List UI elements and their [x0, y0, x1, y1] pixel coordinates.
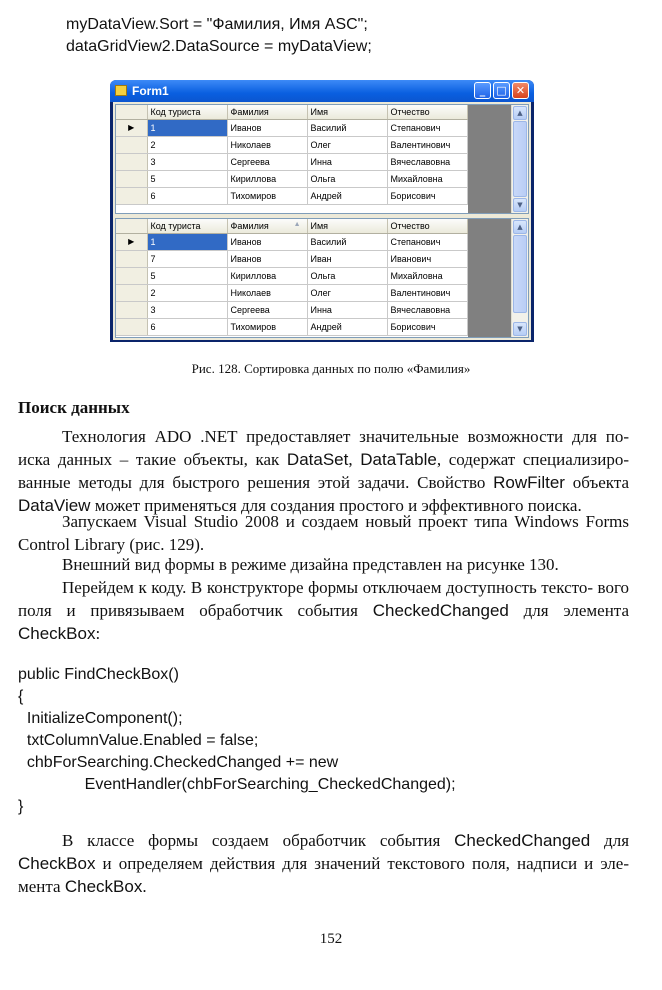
- p4-term-checkbox: CheckBox: [18, 624, 96, 643]
- data-grid-view-2[interactable]: [115, 218, 529, 338]
- p1-term-dataview: DataView: [18, 496, 91, 515]
- code-line-1: public FindCheckBox(): [18, 666, 179, 683]
- table-row[interactable]: [116, 119, 467, 136]
- grid1-cell-middlename[interactable]: Михайловна: [387, 170, 467, 187]
- table-row[interactable]: [116, 136, 467, 153]
- grid2-cell-lastname[interactable]: Сергеева: [227, 301, 307, 318]
- grid1-scroll-down-icon[interactable]: ▼: [513, 198, 527, 212]
- grid2-cell-lastname[interactable]: Иванов: [227, 233, 307, 250]
- p1-text: объекта: [564, 473, 629, 492]
- table-row[interactable]: [116, 284, 467, 301]
- code-line-4: txtColumnValue.Enabled = false;: [18, 732, 259, 749]
- grid2-cell-id[interactable]: 5: [147, 267, 227, 284]
- grid2-cell-id[interactable]: 6: [147, 318, 227, 335]
- grid1-row-header[interactable]: [116, 136, 147, 153]
- grid2-row-header[interactable]: [116, 318, 147, 335]
- grid1-corner-header[interactable]: [116, 105, 147, 119]
- grid1-cell-firstname[interactable]: Андрей: [307, 187, 387, 204]
- grid2-scroll-thumb[interactable]: [513, 235, 527, 313]
- grid2-cell-firstname[interactable]: Инна: [307, 301, 387, 318]
- section-heading: Поиск данных: [18, 398, 130, 417]
- grid1-cell-middlename[interactable]: Вячеславовна: [387, 153, 467, 170]
- p1-text: иска данных – такие объекты, как: [18, 450, 287, 469]
- grid1-cell-firstname[interactable]: Василий: [307, 119, 387, 136]
- grid2-header-id[interactable]: Код туриста: [147, 219, 227, 233]
- grid2-cell-lastname[interactable]: Иванов: [227, 250, 307, 267]
- table-row[interactable]: [116, 267, 467, 284]
- grid2-cell-id[interactable]: 7: [147, 250, 227, 267]
- row-indicator-icon[interactable]: ▶: [116, 233, 147, 250]
- grid2-cell-middlename[interactable]: Михайловна: [387, 267, 467, 284]
- window-titlebar[interactable]: [110, 80, 534, 102]
- p5-text: мента: [18, 877, 65, 896]
- grid2-cell-firstname[interactable]: Ольга: [307, 267, 387, 284]
- p1-text: ванные методы для быстрого решения этой задачи. Свойство: [18, 473, 494, 492]
- grid2-row-header[interactable]: [116, 284, 147, 301]
- p5-term-checkedchanged: CheckedChanged: [454, 831, 591, 850]
- grid1-header-firstname[interactable]: Имя: [307, 105, 387, 119]
- grid2-cell-middlename[interactable]: Вячеславовна: [387, 301, 467, 318]
- grid1-cell-lastname[interactable]: Тихомиров: [227, 187, 307, 204]
- sort-ascending-icon: ▲: [293, 221, 301, 228]
- grid1-row-header[interactable]: [116, 170, 147, 187]
- code-line-3: InitializeComponent();: [18, 710, 183, 727]
- grid1-header-lastname[interactable]: Фамилия: [227, 105, 307, 119]
- p4-text: :: [95, 624, 101, 643]
- table-row[interactable]: [116, 187, 467, 204]
- grid2-vertical-scrollbar[interactable]: [511, 219, 528, 337]
- p4-text: Перейдем к коду. В конструкторе формы отключаем доступность тексто-: [62, 578, 593, 597]
- grid1-header-middlename[interactable]: Отчество: [387, 105, 467, 119]
- p4-text: для элемента: [508, 601, 629, 620]
- p5-text: для: [590, 831, 630, 850]
- p5-text: и определяем действия для значений текстового поля, надписи и эле-: [95, 854, 629, 873]
- table-row[interactable]: [116, 301, 467, 318]
- p5-term-checkbox-2: CheckBox: [64, 877, 143, 896]
- grid2-empty-area: [468, 219, 512, 337]
- figure-caption: Рис. 128. Сортировка данных по полю «Фамилия»: [191, 361, 471, 376]
- grid1-cell-firstname[interactable]: Инна: [307, 153, 387, 170]
- p1-term-dataset: DataSet: [286, 450, 349, 469]
- grid2-row-header[interactable]: [116, 301, 147, 318]
- row-indicator-icon[interactable]: ▶: [116, 119, 147, 136]
- grid2-header-firstname[interactable]: Имя: [307, 219, 387, 233]
- maximize-button[interactable]: □: [493, 82, 510, 99]
- grid1-scroll-thumb[interactable]: [513, 121, 527, 197]
- grid2-header-lastname[interactable]: [227, 219, 307, 233]
- grid2-scroll-up-icon[interactable]: ▲: [513, 220, 527, 234]
- code-line-6: EventHandler(chbForSearching_CheckedChanged);: [18, 776, 456, 793]
- grid1-cell-lastname[interactable]: Сергеева: [227, 153, 307, 170]
- code-line-5: chbForSearching.CheckedChanged += new: [18, 754, 339, 771]
- grid1-cell-lastname[interactable]: Кириллова: [227, 170, 307, 187]
- grid1-cell-middlename[interactable]: Борисович: [387, 187, 467, 204]
- grid2-header-lastname-label: Фамилия: [230, 220, 269, 231]
- grid1-header-id[interactable]: Код туриста: [147, 105, 227, 119]
- form-icon: [115, 85, 127, 96]
- p5-text: .: [142, 877, 147, 896]
- paragraph-1: [18, 425, 629, 517]
- grid1-cell-id[interactable]: 6: [147, 187, 227, 204]
- grid1-cell-firstname[interactable]: Ольга: [307, 170, 387, 187]
- p5-term-checkbox: CheckBox: [18, 854, 96, 873]
- grid1-row-header[interactable]: [116, 187, 147, 204]
- table-row[interactable]: [116, 153, 467, 170]
- code-line-2: {: [18, 688, 24, 705]
- p5-text: В классе формы создаем обработчик события: [62, 831, 455, 850]
- p1-text: ,: [348, 450, 361, 469]
- grid2-cell-middlename[interactable]: Валентинович: [387, 284, 467, 301]
- grid2-cell-firstname[interactable]: Иван: [307, 250, 387, 267]
- grid1-row-header[interactable]: [116, 153, 147, 170]
- grid2-cell-firstname[interactable]: Василий: [307, 233, 387, 250]
- data-grid-view-1[interactable]: [115, 104, 529, 214]
- p1-term-rowfilter: RowFilter: [493, 473, 565, 492]
- grid2-cell-middlename[interactable]: Борисович: [387, 318, 467, 335]
- code-line-7: }: [18, 798, 24, 815]
- p4-text: вого поля и привязываем обработчик события: [18, 578, 630, 620]
- p4-term-checkedchanged: CheckedChanged: [372, 601, 509, 620]
- paragraph-4: [18, 576, 629, 645]
- grid2-cell-middlename[interactable]: Степанович: [387, 233, 467, 250]
- grid2-scroll-down-icon[interactable]: ▼: [513, 322, 527, 336]
- grid1-scroll-up-icon[interactable]: ▲: [513, 106, 527, 120]
- window-client-area: [113, 102, 531, 340]
- p1-text: Технология ADO .NET предоставляет значительные возможности для по-: [62, 427, 629, 446]
- p1-term-datatable: DataTable: [360, 450, 437, 469]
- grid2-cell-lastname[interactable]: Кириллова: [227, 267, 307, 284]
- grid2-cell-middlename[interactable]: Иванович: [387, 250, 467, 267]
- grid2-cell-id[interactable]: 1: [147, 233, 227, 250]
- grid1-cell-id[interactable]: 5: [147, 170, 227, 187]
- grid2-cell-firstname[interactable]: Олег: [307, 284, 387, 301]
- grid1-cell-id[interactable]: 3: [147, 153, 227, 170]
- grid1-vertical-scrollbar[interactable]: [511, 105, 528, 213]
- grid1-cell-middlename[interactable]: Степанович: [387, 119, 467, 136]
- table-row[interactable]: [116, 233, 467, 250]
- grid1-cell-middlename[interactable]: Валентинович: [387, 136, 467, 153]
- grid2-cell-id[interactable]: 2: [147, 284, 227, 301]
- page-number: 152: [319, 931, 343, 947]
- paragraph-5: [18, 829, 629, 898]
- grid1-cell-lastname[interactable]: Николаев: [227, 136, 307, 153]
- grid2-corner-header[interactable]: [116, 219, 147, 233]
- window-title: Form1: [132, 84, 169, 98]
- grid2-header-middlename[interactable]: Отчество: [387, 219, 467, 233]
- top-code-line-2: dataGridView2.DataSource = myDataView;: [66, 38, 372, 55]
- grid2-row-header[interactable]: [116, 267, 147, 284]
- p1-text: может применяться для создания простого и эффективного поиска.: [90, 496, 582, 515]
- table-row[interactable]: [116, 318, 467, 335]
- grid1-cell-id[interactable]: 2: [147, 136, 227, 153]
- grid2-row-header[interactable]: [116, 250, 147, 267]
- grid2-cell-lastname[interactable]: Николаев: [227, 284, 307, 301]
- grid2-cell-lastname[interactable]: Тихомиров: [227, 318, 307, 335]
- close-button[interactable]: ✕: [512, 82, 529, 99]
- grid1-empty-area: [468, 105, 512, 213]
- form1-window: [110, 80, 534, 342]
- grid1-cell-id[interactable]: 1: [147, 119, 227, 136]
- p1-text: , содержат специализиро-: [436, 450, 630, 469]
- minimize-button[interactable]: _: [474, 82, 491, 99]
- paragraph-3: Внешний вид формы в режиме дизайна представлен на рисунке 130.: [62, 555, 559, 574]
- grid1-cell-lastname[interactable]: Иванов: [227, 119, 307, 136]
- grid2-cell-firstname[interactable]: Андрей: [307, 318, 387, 335]
- table-row[interactable]: [116, 170, 467, 187]
- paragraph-2: Запускаем Visual Studio 2008 и создаем новый проект типа Windows Forms Control Library (рис. 129).: [18, 512, 629, 554]
- grid2-cell-id[interactable]: 3: [147, 301, 227, 318]
- table-row[interactable]: [116, 250, 467, 267]
- grid1-cell-firstname[interactable]: Олег: [307, 136, 387, 153]
- top-code-line-1: myDataView.Sort = "Фамилия, Имя ASC";: [66, 16, 368, 33]
